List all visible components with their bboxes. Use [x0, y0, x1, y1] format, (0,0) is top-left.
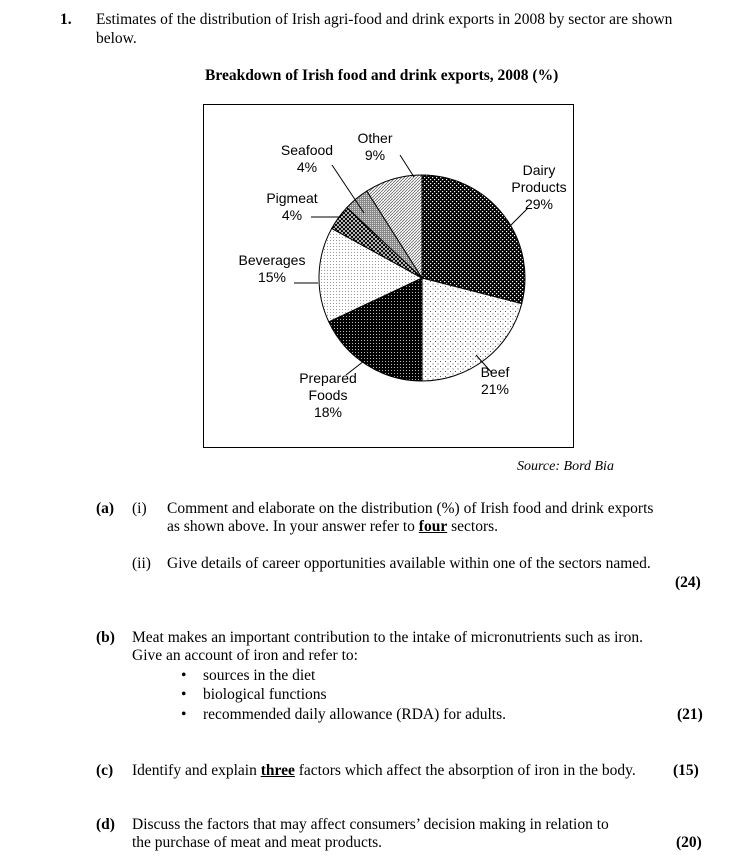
part-b-line-2: Give an account of iron and refer to: — [132, 647, 358, 664]
slice-label-dairy: Dairy Products 29% — [511, 162, 567, 212]
chart-source: Source: Bord Bia — [517, 459, 614, 474]
question-intro-line-2: below. — [96, 30, 137, 47]
pie-chart — [204, 105, 575, 449]
chart-title: Breakdown of Irish food and drink exports, 2008 (%) — [205, 67, 559, 84]
emphasis-four: four — [418, 518, 448, 535]
part-d-letter: (d) — [96, 816, 115, 833]
part-a-i-label: (i) — [132, 500, 147, 517]
part-d-marks: (20) — [676, 834, 702, 851]
part-b-bullet-2: • biological functions — [203, 686, 327, 704]
slice-label-pigmeat: Pigmeat 4% — [266, 190, 318, 223]
part-d-line-2: the purchase of meat and meat products. — [132, 834, 383, 851]
part-c-letter: (c) — [96, 762, 114, 779]
part-a-ii-text: Give details of career opportunities available within one of the sectors named. — [167, 555, 651, 572]
leader-line-other — [400, 155, 414, 177]
part-a-i-line-1: Comment and elaborate on the distribution (%) of Irish food and drink exports — [167, 500, 654, 517]
emphasis-three: three — [260, 762, 295, 779]
part-a-ii-label: (ii) — [132, 555, 151, 572]
part-b-bullet-3: • recommended daily allowance (RDA) for adults. — [203, 706, 506, 724]
slice-label-prepared-foods: Prepared Foods 18% — [299, 370, 357, 420]
question-intro-line-1: Estimates of the distribution of Irish agri-food and drink exports in 2008 by sector are shown — [96, 11, 673, 28]
question-number: 1. — [60, 11, 72, 28]
slice-label-beef: Beef 21% — [480, 364, 510, 397]
part-b-bullet-1: • sources in the diet — [203, 667, 315, 685]
part-a-letter: (a) — [96, 500, 115, 517]
part-a-i-line-2: as shown above. In your answer refer to four sectors. — [167, 518, 499, 535]
part-c-marks: (15) — [673, 762, 699, 779]
part-a-marks: (24) — [675, 574, 701, 591]
part-b-line-1: Meat makes an important contribution to the intake of micronutrients such as iron. — [132, 629, 643, 646]
part-c-text: Identify and explain three factors which affect the absorption of iron in the body. — [132, 762, 636, 779]
part-b-marks: (21) — [677, 706, 703, 723]
slice-label-other: Other 9% — [357, 130, 393, 163]
slice-label-seafood: Seafood 4% — [280, 142, 334, 175]
part-d-line-1: Discuss the factors that may affect consumers’ decision making in relation to — [132, 816, 609, 833]
pie-chart-frame — [203, 104, 574, 448]
slice-label-beverages: Beverages 15% — [238, 252, 306, 285]
part-b-letter: (b) — [96, 629, 115, 646]
